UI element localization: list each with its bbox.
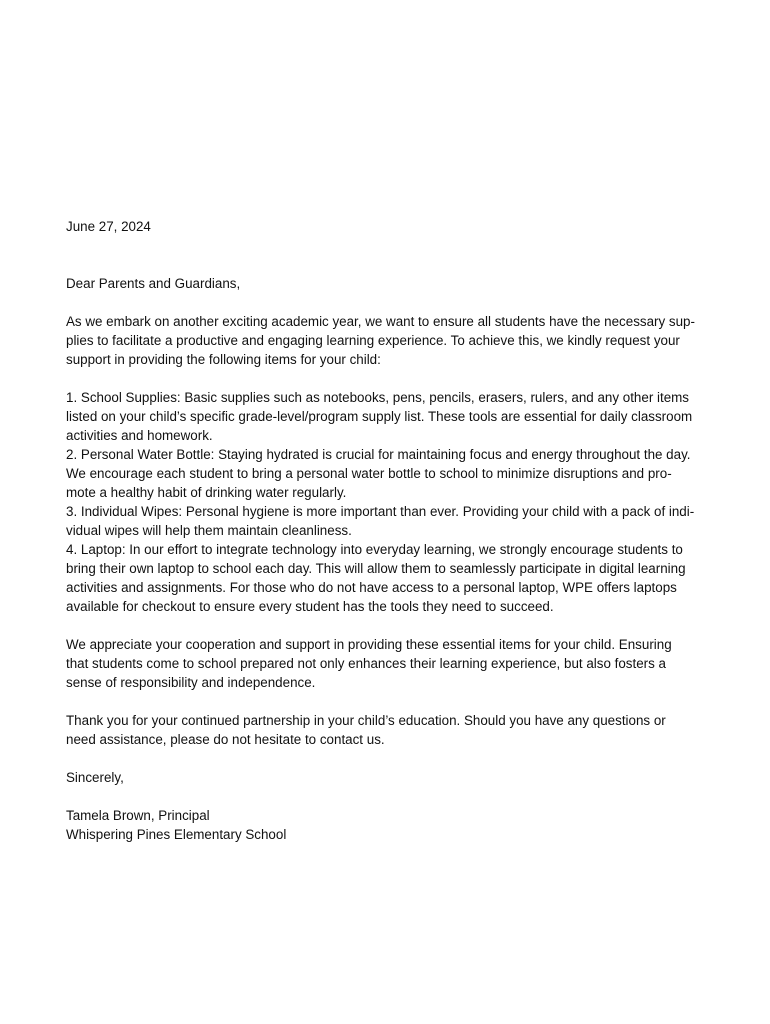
supply-list-line: activities and assignments. For those who do not have access to a personal laptop, WPE offers laptops [66,580,677,595]
salutation [66,274,718,293]
supply-list [66,388,718,616]
supply-list-line: 2. Personal Water Bottle: Staying hydrated is crucial for maintaining focus and energy throughout the day. [66,447,691,462]
intro-line: plies to facilitate a productive and engaging learning experience. To achieve this, we kindly request your [66,333,680,348]
thanks-paragraph [66,711,718,749]
salutation-text: Dear Parents and Guardians, [66,276,241,291]
supply-list-line: available for checkout to ensure every student has the tools they need to succeed. [66,599,554,614]
supply-list-line: vidual wipes will help them maintain cleanliness. [66,523,352,538]
intro-line: support in providing the following items for your child: [66,352,381,367]
closing-text: Sincerely, [66,770,124,785]
supply-list-line: bring their own laptop to school each day. This will allow them to seamlessly participate in digital learning [66,561,686,576]
supply-list-line: activities and homework. [66,428,213,443]
letter-body [66,217,718,844]
letter-date [66,217,718,236]
supply-list-line: We encourage each student to bring a personal water bottle to school to minimize disruptions and pro- [66,466,672,481]
supply-list-line: mote a healthy habit of drinking water regularly. [66,485,347,500]
supply-list-line: 3. Individual Wipes: Personal hygiene is more important than ever. Providing your child with a pack of indi- [66,504,695,519]
closing [66,768,718,787]
supply-list-line: 1. School Supplies: Basic supplies such as notebooks, pens, pencils, erasers, rulers, and any other items [66,390,689,405]
date-text: June 27, 2024 [66,219,151,234]
supply-list-line: listed on your child’s specific grade-level/program supply list. These tools are essential for daily classroom [66,409,693,424]
intro-paragraph [66,312,718,369]
thanks-line: need assistance, please do not hesitate to contact us. [66,732,385,747]
signature-block [66,806,718,844]
appreciation-line: We appreciate your cooperation and support in providing these essential items for your child. Ensuring [66,637,672,652]
appreciation-line: sense of responsibility and independence. [66,675,316,690]
intro-line: As we embark on another exciting academic year, we want to ensure all students have the necessary sup- [66,314,695,329]
appreciation-line: that students come to school prepared not only enhances their learning experience, but also fosters a [66,656,666,671]
appreciation-paragraph [66,635,718,692]
signatory-name-title: Tamela Brown, Principal [66,808,210,823]
thanks-line: Thank you for your continued partnership in your child’s education. Should you have any questions or [66,713,666,728]
supply-list-line: 4. Laptop: In our effort to integrate technology into everyday learning, we strongly encourage students to [66,542,683,557]
school-name: Whispering Pines Elementary School [66,827,287,842]
